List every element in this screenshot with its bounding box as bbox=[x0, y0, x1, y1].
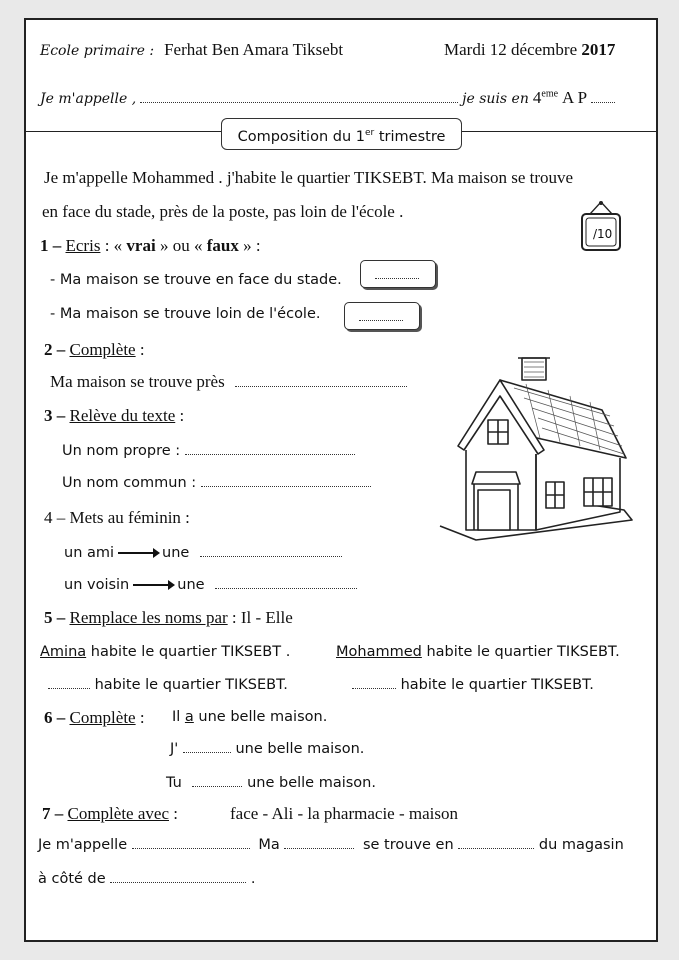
q4-item-1: un ami une bbox=[64, 544, 342, 561]
q2-blank[interactable] bbox=[235, 374, 407, 387]
q3-blank-2[interactable] bbox=[201, 474, 371, 487]
name-line bbox=[40, 88, 615, 108]
q6-heading: 6 – Complète : bbox=[44, 708, 145, 727]
q6-blank-2[interactable] bbox=[183, 740, 231, 753]
q2-heading: 2 – Complète : bbox=[44, 340, 145, 359]
page-title: Composition du 1er trimestre bbox=[221, 118, 462, 150]
passage-line-2: en face du stade, près de la poste, pas loin de l'école . bbox=[42, 202, 404, 221]
q7-blank-1[interactable] bbox=[132, 836, 250, 849]
q7-blank-2[interactable] bbox=[284, 836, 354, 849]
school-name: Ferhat Ben Amara Tiksebt bbox=[164, 40, 344, 59]
q6-line-1: Il a une belle maison. bbox=[172, 709, 328, 725]
q5-sentence-1: Amina habite le quartier TIKSEBT . bbox=[40, 644, 291, 660]
name-blank[interactable] bbox=[140, 90, 458, 103]
q7-line-2: à côté de . bbox=[38, 871, 256, 887]
score-text: /10 bbox=[593, 227, 613, 241]
q4-blank-1[interactable] bbox=[200, 544, 342, 557]
q3-item-2: Un nom commun : bbox=[62, 474, 371, 491]
q4-item-2: un voisin une bbox=[64, 576, 357, 593]
date-year: 2017 bbox=[581, 40, 616, 59]
passage-line-1: Je m'appelle Mohammed . j'habite le quartier TIKSEBT. Ma maison se trouve bbox=[44, 168, 574, 187]
q1-item-1: - Ma maison se trouve en face du stade. bbox=[50, 272, 342, 288]
name-label: Je m'appelle , bbox=[40, 91, 137, 107]
grade-num: 4 bbox=[532, 88, 542, 107]
school-label: Ecole primaire : bbox=[40, 43, 155, 59]
frame-icon bbox=[580, 200, 622, 252]
class-blank[interactable] bbox=[591, 90, 615, 103]
q5-answer-2: habite le quartier TIKSEBT. bbox=[352, 676, 594, 693]
class-label: je suis en bbox=[462, 91, 529, 107]
q3-item-1: Un nom propre : bbox=[62, 442, 355, 459]
q5-heading: 5 – Remplace les noms par : Il - Elle bbox=[44, 608, 293, 627]
house-icon bbox=[436, 354, 636, 546]
q4-blank-2[interactable] bbox=[215, 576, 357, 589]
arrow-right-icon bbox=[133, 584, 173, 586]
date-text: Mardi 12 décembre bbox=[444, 40, 578, 59]
q1-heading: 1 – Ecris : « vrai » ou « faux » : bbox=[40, 236, 261, 255]
q6-blank-3[interactable] bbox=[192, 774, 242, 787]
q6-line-3: Tu une belle maison. bbox=[166, 775, 376, 791]
q6-line-2: J' une belle maison. bbox=[170, 741, 365, 757]
q3-blank-1[interactable] bbox=[185, 442, 355, 455]
date bbox=[444, 40, 615, 60]
q2-line: Ma maison se trouve près bbox=[50, 372, 407, 392]
q5-blank-2[interactable] bbox=[352, 676, 396, 689]
q7-heading: 7 – Complète avec : bbox=[42, 804, 178, 823]
q7-blank-3[interactable] bbox=[458, 836, 534, 849]
q1-answer-box-2[interactable] bbox=[344, 302, 420, 330]
q7-line-1: Je m'appelle Ma se trouve en du magasin bbox=[38, 837, 624, 853]
arrow-right-icon bbox=[118, 552, 158, 554]
q4-heading: 4 – Mets au féminin : bbox=[44, 508, 190, 527]
q5-blank-1[interactable] bbox=[48, 676, 90, 689]
q7-blank-4[interactable] bbox=[110, 870, 246, 883]
grade-sup: eme bbox=[541, 88, 559, 100]
q7-word-bank: face - Ali - la pharmacie - maison bbox=[230, 804, 458, 823]
worksheet bbox=[24, 18, 658, 942]
q1-answer-box-1[interactable] bbox=[360, 260, 436, 288]
grade-suffix: A P bbox=[562, 88, 588, 107]
q3-heading: 3 – Relève du texte : bbox=[44, 406, 185, 425]
q1-item-2: - Ma maison se trouve loin de l'école. bbox=[50, 306, 321, 322]
school-line bbox=[40, 40, 343, 60]
q5-sentence-2: Mohammed habite le quartier TIKSEBT. bbox=[336, 644, 620, 660]
q5-answer-1: habite le quartier TIKSEBT. bbox=[48, 676, 288, 693]
score-box bbox=[580, 200, 622, 252]
